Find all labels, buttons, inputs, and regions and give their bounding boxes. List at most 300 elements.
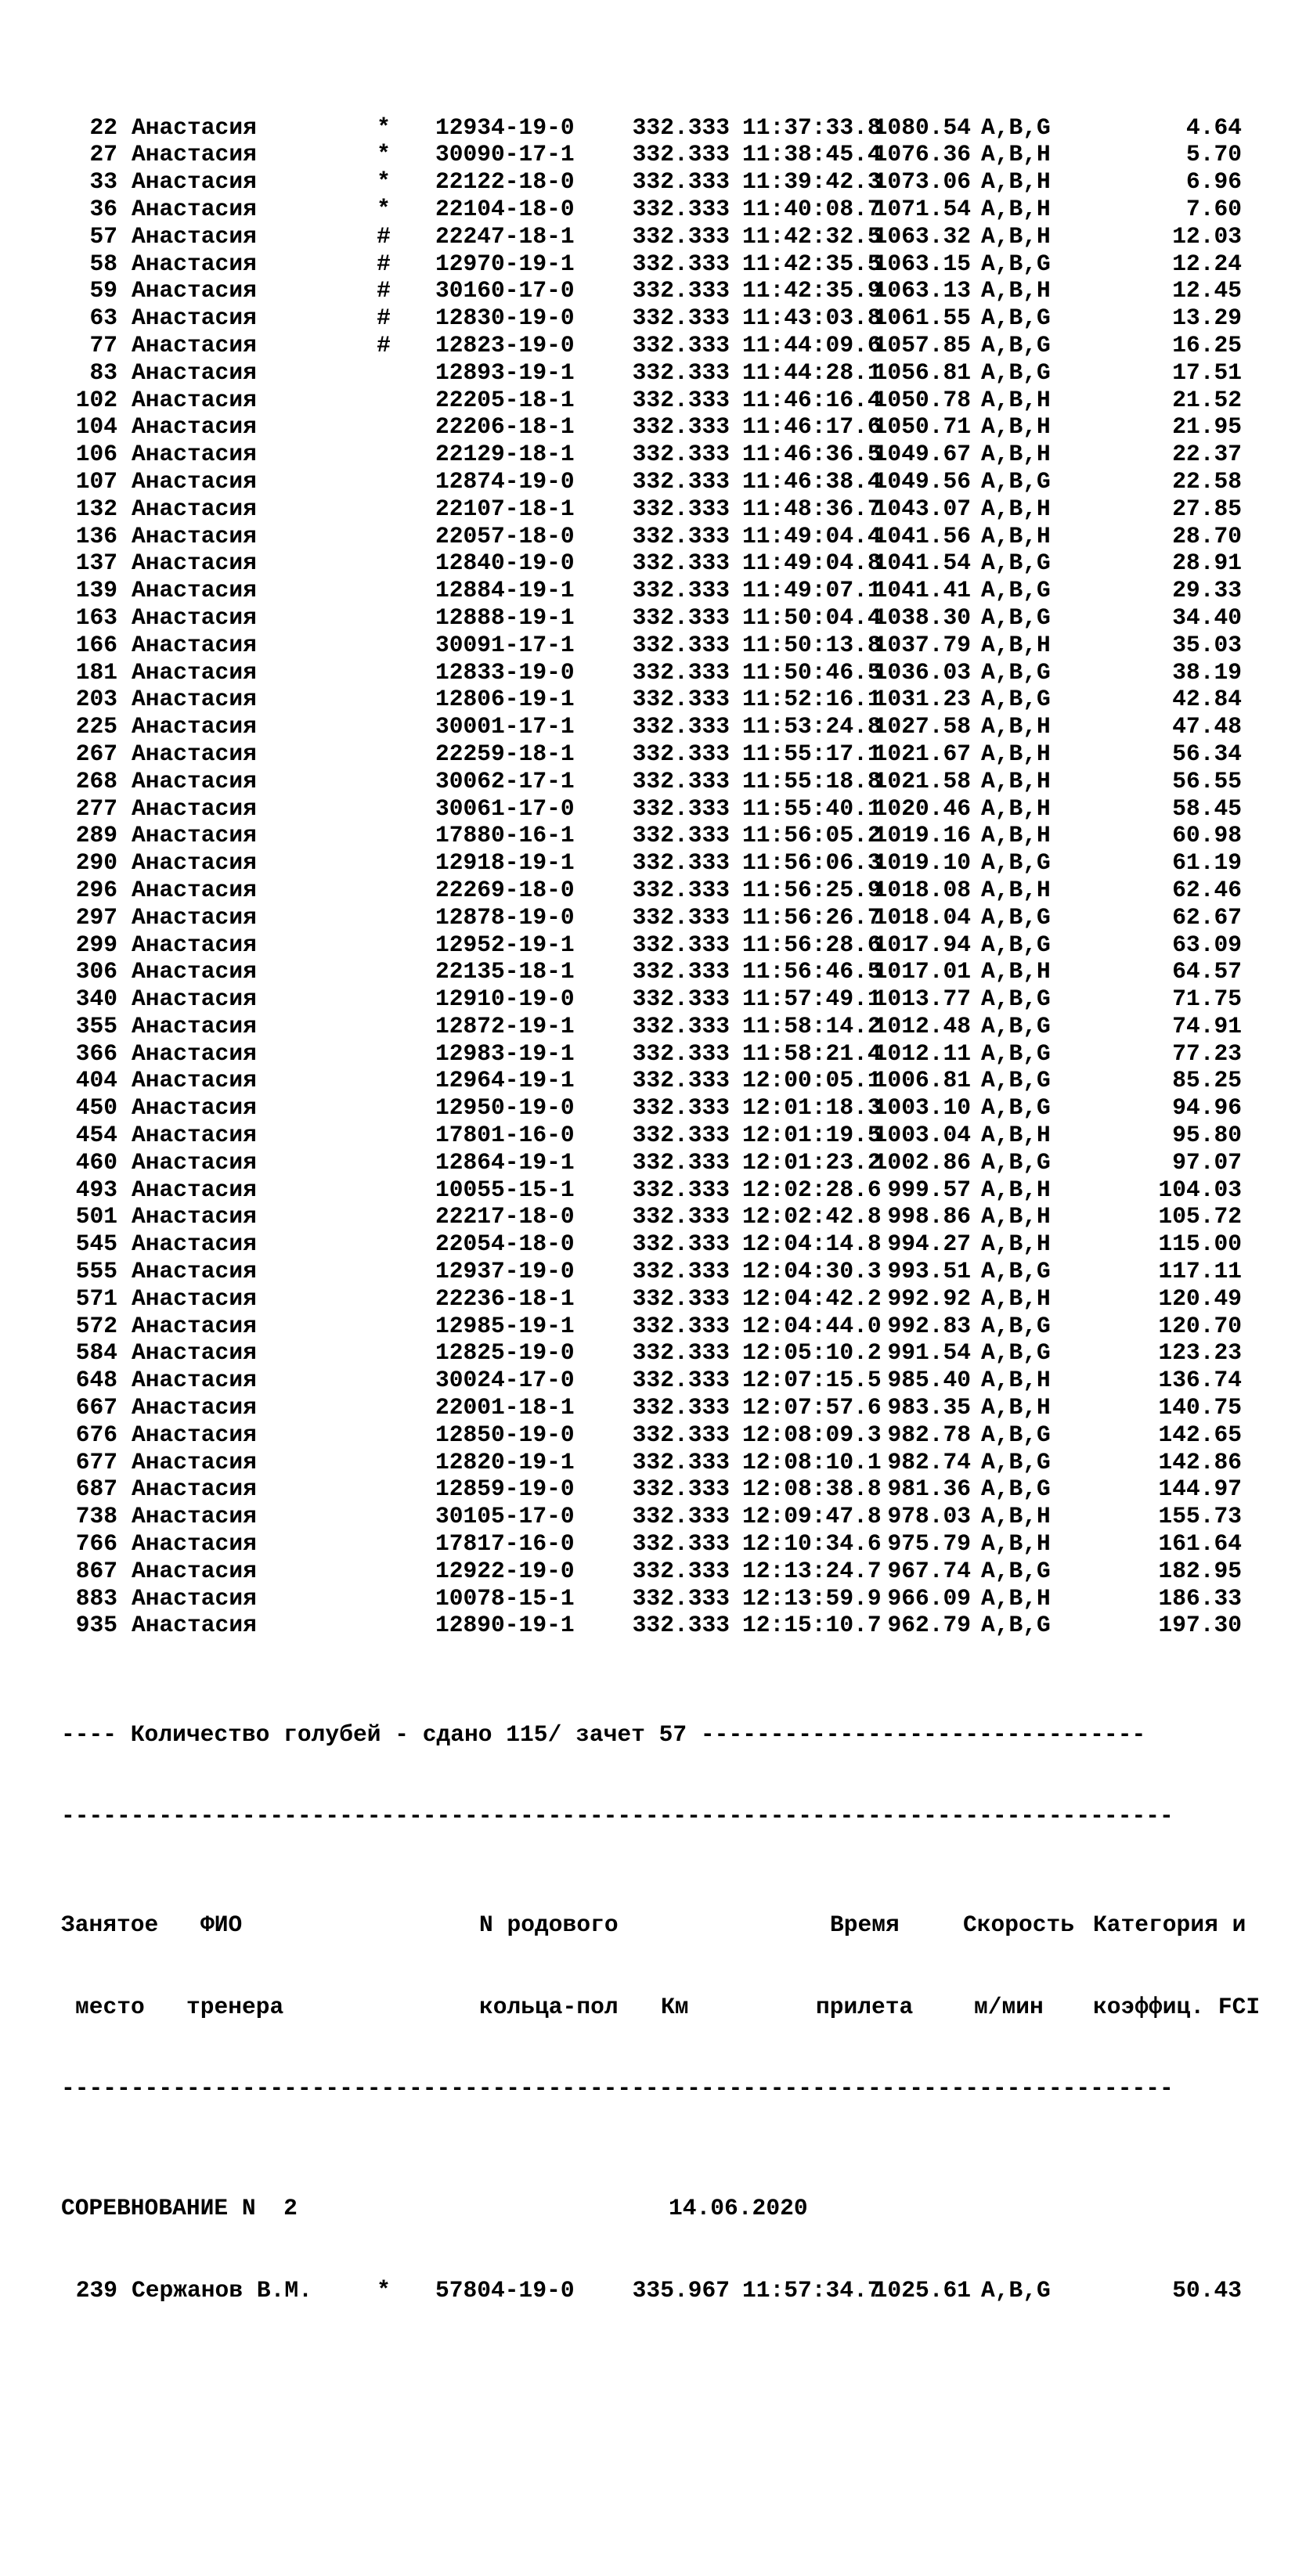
place: 450 (75, 1094, 117, 1122)
results-table (61, 114, 1243, 1640)
table-row (61, 1094, 1243, 1122)
category: A,B,H (981, 958, 1051, 985)
speed: 966.09 (887, 1584, 971, 1612)
table-row (61, 768, 1243, 795)
arrival-time: 11:49:04.4 (742, 522, 882, 549)
trainer-name: Анастасия (132, 250, 257, 277)
table-row (61, 1313, 1243, 1340)
ring-number: 12874-19-0 (435, 467, 575, 495)
trainer-name: Анастасия (132, 1176, 257, 1203)
header-name: ФИО (200, 1911, 243, 1939)
category: A,B,H (981, 1122, 1051, 1149)
fci-coefficient: 56.55 (1172, 767, 1242, 794)
trainer-name: Анастасия (132, 195, 257, 222)
category: A,B,G (981, 467, 1051, 495)
table-row (61, 1367, 1243, 1394)
table-row (61, 196, 1243, 223)
results-document (61, 59, 1261, 2331)
arrival-time: 12:08:09.3 (742, 1421, 882, 1448)
trainer-name: Сержанов В.М. (132, 2276, 312, 2304)
arrival-time: 11:56:06.3 (742, 849, 882, 877)
fci-coefficient: 161.64 (1158, 1530, 1242, 1558)
fci-coefficient: 136.74 (1158, 1367, 1242, 1394)
trainer-name: Анастасия (132, 931, 257, 958)
category: A,B,H (981, 1584, 1051, 1612)
place: 667 (75, 1394, 117, 1421)
fci-coefficient: 16.25 (1172, 331, 1242, 358)
distance-km: 332.333 (632, 250, 730, 277)
table-row (61, 1530, 1243, 1558)
place: 104 (75, 413, 117, 441)
trainer-name: Анастасия (132, 549, 257, 577)
fci-coefficient: 94.96 (1172, 1094, 1242, 1122)
header-km: Км (661, 1993, 689, 2020)
category: A,B,G (981, 1258, 1051, 1285)
rule-line: -------------------------------------------------------------------------------- (61, 1803, 1174, 1829)
table-row (61, 877, 1243, 904)
category: A,B,G (981, 1448, 1051, 1475)
fci-coefficient: 28.91 (1172, 549, 1242, 577)
category: A,B,G (981, 603, 1051, 631)
distance-km: 332.333 (632, 441, 730, 468)
place: 107 (75, 467, 117, 495)
arrival-time: 12:15:10.7 (742, 1612, 882, 1639)
arrival-time: 11:56:28.6 (742, 931, 882, 958)
speed: 1041.41 (873, 577, 971, 604)
place: 27 (89, 141, 117, 168)
speed: 1061.55 (873, 304, 971, 332)
distance-km: 332.333 (632, 713, 730, 740)
trainer-name: Анастасия (132, 386, 257, 413)
ring-number: 12884-19-1 (435, 577, 575, 604)
fci-coefficient: 5.70 (1185, 141, 1242, 168)
place: 297 (75, 903, 117, 931)
arrival-time: 11:50:46.5 (742, 658, 882, 686)
arrival-time: 12:10:34.6 (742, 1530, 882, 1558)
trainer-name: Анастасия (132, 985, 257, 1013)
mark: * (377, 113, 391, 141)
place: 935 (75, 1612, 117, 1639)
fci-coefficient: 120.70 (1158, 1312, 1242, 1339)
distance-km: 332.333 (632, 1421, 730, 1448)
trainer-name: Анастасия (132, 740, 257, 767)
distance-km: 332.333 (632, 1148, 730, 1176)
place: 102 (75, 386, 117, 413)
ring-number: 12864-19-1 (435, 1148, 575, 1176)
arrival-time: 11:55:18.8 (742, 767, 882, 794)
distance-km: 332.333 (632, 1612, 730, 1639)
header-time: Время (830, 1911, 900, 1939)
table-row (61, 114, 1243, 142)
arrival-time: 12:07:57.6 (742, 1394, 882, 1421)
ring-number: 22217-18-0 (435, 1203, 575, 1230)
table-row (61, 659, 1243, 686)
ring-number: 17880-16-1 (435, 822, 575, 849)
category: A,B,G (981, 931, 1051, 958)
category: A,B,H (981, 441, 1051, 468)
trainer-name: Анастасия (132, 686, 257, 713)
trainer-name: Анастасия (132, 767, 257, 794)
speed: 993.51 (887, 1258, 971, 1285)
category: A,B,G (981, 849, 1051, 877)
table-row (61, 713, 1243, 740)
speed: 1012.48 (873, 1012, 971, 1039)
fci-coefficient: 142.86 (1158, 1448, 1242, 1475)
table-row (61, 141, 1243, 168)
place: 277 (75, 794, 117, 822)
ring-number: 22236-18-1 (435, 1284, 575, 1312)
arrival-time: 11:37:33.8 (742, 113, 882, 141)
speed: 1049.56 (873, 467, 971, 495)
distance-km: 332.333 (632, 1067, 730, 1094)
arrival-time: 11:50:04.4 (742, 603, 882, 631)
header-speed-2: м/мин (974, 1993, 1044, 2020)
ring-number: 22206-18-1 (435, 413, 575, 441)
arrival-time: 11:46:38.4 (742, 467, 882, 495)
arrival-time: 12:01:23.2 (742, 1148, 882, 1176)
place: 340 (75, 985, 117, 1013)
arrival-time: 11:46:36.5 (742, 441, 882, 468)
fci-coefficient: 22.37 (1172, 441, 1242, 468)
fci-coefficient: 115.00 (1158, 1230, 1242, 1258)
trainer-name: Анастасия (132, 1258, 257, 1285)
fci-coefficient: 12.03 (1172, 222, 1242, 250)
arrival-time: 11:50:13.8 (742, 631, 882, 658)
place: 57 (89, 222, 117, 250)
place: 571 (75, 1284, 117, 1312)
distance-km: 332.333 (632, 1530, 730, 1558)
ring-number: 12825-19-0 (435, 1339, 575, 1367)
mark: # (377, 304, 391, 332)
arrival-time: 11:44:09.6 (742, 331, 882, 358)
category: A,B,G (981, 113, 1051, 141)
category: A,B,G (981, 358, 1051, 386)
distance-km: 332.333 (632, 358, 730, 386)
place: 22 (89, 113, 117, 141)
fci-coefficient: 12.45 (1172, 277, 1242, 304)
arrival-time: 12:00:05.1 (742, 1067, 882, 1094)
fci-coefficient: 61.19 (1172, 849, 1242, 877)
ring-number: 12983-19-1 (435, 1039, 575, 1067)
place: 290 (75, 849, 117, 877)
category: A,B,H (981, 1503, 1051, 1530)
distance-km: 332.333 (632, 767, 730, 794)
distance-km: 332.333 (632, 1394, 730, 1421)
table-row (61, 1449, 1243, 1476)
speed: 1020.46 (873, 794, 971, 822)
arrival-time: 11:58:14.2 (742, 1012, 882, 1039)
arrival-time: 12:02:42.8 (742, 1203, 882, 1230)
arrival-time: 11:43:03.8 (742, 304, 882, 332)
place: 106 (75, 441, 117, 468)
trainer-name: Анастасия (132, 1284, 257, 1312)
place: 493 (75, 1176, 117, 1203)
speed: 1019.10 (873, 849, 971, 877)
speed: 1063.13 (873, 277, 971, 304)
place: 36 (89, 195, 117, 222)
distance-km: 332.333 (632, 1367, 730, 1394)
fci-coefficient: 4.64 (1185, 113, 1242, 141)
category: A,B,G (981, 985, 1051, 1013)
distance-km: 332.333 (632, 603, 730, 631)
ring-number: 12833-19-0 (435, 658, 575, 686)
ring-number: 12893-19-1 (435, 358, 575, 386)
category: A,B,H (981, 522, 1051, 549)
place: 306 (75, 958, 117, 985)
place: 572 (75, 1312, 117, 1339)
category: A,B,H (981, 1230, 1051, 1258)
fci-coefficient: 60.98 (1172, 822, 1242, 849)
speed: 1041.54 (873, 549, 971, 577)
table-row (61, 985, 1243, 1013)
speed: 1021.67 (873, 740, 971, 767)
fci-coefficient: 58.45 (1172, 794, 1242, 822)
table-row (61, 168, 1243, 196)
arrival-time: 12:02:28.6 (742, 1176, 882, 1203)
trainer-name: Анастасия (132, 1367, 257, 1394)
arrival-time: 12:13:59.9 (742, 1584, 882, 1612)
competition-result-row (61, 2277, 1243, 2304)
distance-km: 332.333 (632, 522, 730, 549)
place: 454 (75, 1122, 117, 1149)
arrival-time: 11:56:46.5 (742, 958, 882, 985)
table-row (61, 523, 1243, 550)
ring-number: 12840-19-0 (435, 549, 575, 577)
place: 33 (89, 168, 117, 196)
table-row (61, 413, 1243, 441)
ring-number: 12922-19-0 (435, 1557, 575, 1584)
fci-coefficient: 62.46 (1172, 876, 1242, 903)
ring-number: 22057-18-0 (435, 522, 575, 549)
arrival-time: 11:55:17.1 (742, 740, 882, 767)
trainer-name: Анастасия (132, 304, 257, 332)
category: A,B,H (981, 1530, 1051, 1558)
category: A,B,G (981, 1148, 1051, 1176)
speed: 1025.61 (873, 2276, 971, 2304)
speed: 1057.85 (873, 331, 971, 358)
arrival-time: 12:04:44.0 (742, 1312, 882, 1339)
category: A,B,H (981, 222, 1051, 250)
ring-number: 22107-18-1 (435, 495, 575, 522)
header-speed: Скорость (963, 1911, 1075, 1939)
arrival-time: 11:49:07.1 (742, 577, 882, 604)
trainer-name: Анастасия (132, 1039, 257, 1067)
ring-number: 30160-17-0 (435, 277, 575, 304)
arrival-time: 12:05:10.2 (742, 1339, 882, 1367)
arrival-time: 11:55:40.1 (742, 794, 882, 822)
fci-coefficient: 17.51 (1172, 358, 1242, 386)
table-row (61, 849, 1243, 877)
table-row (61, 332, 1243, 359)
ring-number: 30091-17-1 (435, 631, 575, 658)
ring-number: 12964-19-1 (435, 1067, 575, 1094)
ring-number: 22135-18-1 (435, 958, 575, 985)
category: A,B,G (981, 1312, 1051, 1339)
speed: 998.86 (887, 1203, 971, 1230)
speed: 1050.78 (873, 386, 971, 413)
arrival-time: 11:56:25.9 (742, 876, 882, 903)
table-row (61, 1394, 1243, 1421)
distance-km: 332.333 (632, 549, 730, 577)
rule-line-2: -------------------------------------------------------------------------------- (61, 2074, 1174, 2102)
ring-number: 30062-17-1 (435, 767, 575, 794)
distance-km: 332.333 (632, 1094, 730, 1122)
fci-coefficient: 63.09 (1172, 931, 1242, 958)
trainer-name: Анастасия (132, 1067, 257, 1094)
speed: 1012.11 (873, 1039, 971, 1067)
arrival-time: 11:52:16.1 (742, 686, 882, 713)
place: 460 (75, 1148, 117, 1176)
competition-label: СОРЕВНОВАНИЕ N 2 (61, 2195, 298, 2222)
table-row (61, 304, 1243, 332)
category: A,B,G (981, 549, 1051, 577)
fci-coefficient: 197.30 (1158, 1612, 1242, 1639)
speed: 983.35 (887, 1394, 971, 1421)
category: A,B,H (981, 876, 1051, 903)
arrival-time: 12:07:15.5 (742, 1367, 882, 1394)
place: 501 (75, 1203, 117, 1230)
trainer-name: Анастасия (132, 1122, 257, 1149)
distance-km: 332.333 (632, 168, 730, 196)
fci-coefficient: 77.23 (1172, 1039, 1242, 1067)
speed: 1017.94 (873, 931, 971, 958)
speed: 982.74 (887, 1448, 971, 1475)
table-row (61, 1258, 1243, 1285)
arrival-time: 11:39:42.3 (742, 168, 882, 196)
ring-number: 22259-18-1 (435, 740, 575, 767)
place: 545 (75, 1230, 117, 1258)
speed: 1031.23 (873, 686, 971, 713)
speed: 1063.15 (873, 250, 971, 277)
trainer-name: Анастасия (132, 1148, 257, 1176)
trainer-name: Анастасия (132, 1475, 257, 1503)
table-row (61, 958, 1243, 985)
distance-km: 332.333 (632, 1203, 730, 1230)
category: A,B,H (981, 1176, 1051, 1203)
place: 299 (75, 931, 117, 958)
table-row (61, 740, 1243, 768)
trainer-name: Анастасия (132, 1421, 257, 1448)
trainer-name: Анастасия (132, 1503, 257, 1530)
place: 58 (89, 250, 117, 277)
speed: 1056.81 (873, 358, 971, 386)
place: 225 (75, 713, 117, 740)
speed: 1076.36 (873, 141, 971, 168)
category: A,B,G (981, 1421, 1051, 1448)
category: A,B,G (981, 304, 1051, 332)
ring-number: 12937-19-0 (435, 1258, 575, 1285)
fci-coefficient: 117.11 (1158, 1258, 1242, 1285)
fci-coefficient: 140.75 (1158, 1394, 1242, 1421)
mark: * (377, 141, 391, 168)
ring-number: 30001-17-1 (435, 713, 575, 740)
fci-coefficient: 21.52 (1172, 386, 1242, 413)
category: A,B,G (981, 577, 1051, 604)
distance-km: 332.333 (632, 658, 730, 686)
place: 738 (75, 1503, 117, 1530)
category: A,B,H (981, 195, 1051, 222)
place: 132 (75, 495, 117, 522)
place: 289 (75, 822, 117, 849)
trainer-name: Анастасия (132, 958, 257, 985)
distance-km: 332.333 (632, 304, 730, 332)
header-ring: N родового (479, 1911, 619, 1939)
place: 268 (75, 767, 117, 794)
category: A,B,H (981, 386, 1051, 413)
trainer-name: Анастасия (132, 1394, 257, 1421)
competition-date: 14.06.2020 (669, 2195, 808, 2222)
arrival-time: 11:38:45.4 (742, 141, 882, 168)
fci-coefficient: 62.67 (1172, 903, 1242, 931)
distance-km: 332.333 (632, 1284, 730, 1312)
place: 163 (75, 603, 117, 631)
trainer-name: Анастасия (132, 331, 257, 358)
table-row (61, 686, 1243, 713)
arrival-time: 12:08:38.8 (742, 1475, 882, 1503)
ring-number: 30024-17-0 (435, 1367, 575, 1394)
speed: 1021.58 (873, 767, 971, 794)
table-row (61, 468, 1243, 495)
summary-line: ---- Количество голубей - сдано 115/ зачет 57 -------------------------------- (61, 1720, 1146, 1748)
fci-coefficient: 105.72 (1158, 1203, 1242, 1230)
trainer-name: Анастасия (132, 1203, 257, 1230)
speed: 985.40 (887, 1367, 971, 1394)
table-row (61, 931, 1243, 959)
trainer-name: Анастасия (132, 794, 257, 822)
trainer-name: Анастасия (132, 1230, 257, 1258)
header-place-2: место (75, 1993, 145, 2020)
fci-coefficient: 42.84 (1172, 686, 1242, 713)
distance-km: 332.333 (632, 985, 730, 1013)
fci-coefficient: 27.85 (1172, 495, 1242, 522)
table-row (61, 1067, 1243, 1094)
trainer-name: Анастасия (132, 713, 257, 740)
fci-coefficient: 95.80 (1172, 1122, 1242, 1149)
ring-number: 30061-17-0 (435, 794, 575, 822)
place: 867 (75, 1557, 117, 1584)
arrival-time: 11:44:28.1 (742, 358, 882, 386)
distance-km: 332.333 (632, 1039, 730, 1067)
place: 181 (75, 658, 117, 686)
category: A,B,G (981, 1612, 1051, 1639)
distance-km: 332.333 (632, 958, 730, 985)
fci-coefficient: 104.03 (1158, 1176, 1242, 1203)
ring-number: 12910-19-0 (435, 985, 575, 1013)
arrival-time: 11:46:17.6 (742, 413, 882, 441)
ring-number: 57804-19-0 (435, 2276, 575, 2304)
speed: 999.57 (887, 1176, 971, 1203)
category: A,B,G (981, 1094, 1051, 1122)
distance-km: 332.333 (632, 1339, 730, 1367)
distance-km: 332.333 (632, 876, 730, 903)
arrival-time: 11:57:34.7 (742, 2276, 882, 2304)
ring-number: 30090-17-1 (435, 141, 575, 168)
competition-header (61, 2195, 1243, 2222)
speed: 1003.04 (873, 1122, 971, 1149)
table-row (61, 1013, 1243, 1040)
trainer-name: Анастасия (132, 876, 257, 903)
category: A,B,G (981, 1012, 1051, 1039)
category: A,B,H (981, 713, 1051, 740)
fci-coefficient: 142.65 (1158, 1421, 1242, 1448)
trainer-name: Анастасия (132, 1339, 257, 1367)
header-category-2: коэффиц. FCI (1093, 1993, 1261, 2020)
table-row (61, 1612, 1243, 1639)
ring-number: 12878-19-0 (435, 903, 575, 931)
fci-coefficient: 74.91 (1172, 1012, 1242, 1039)
table-row (61, 1475, 1243, 1503)
arrival-time: 11:42:35.9 (742, 277, 882, 304)
